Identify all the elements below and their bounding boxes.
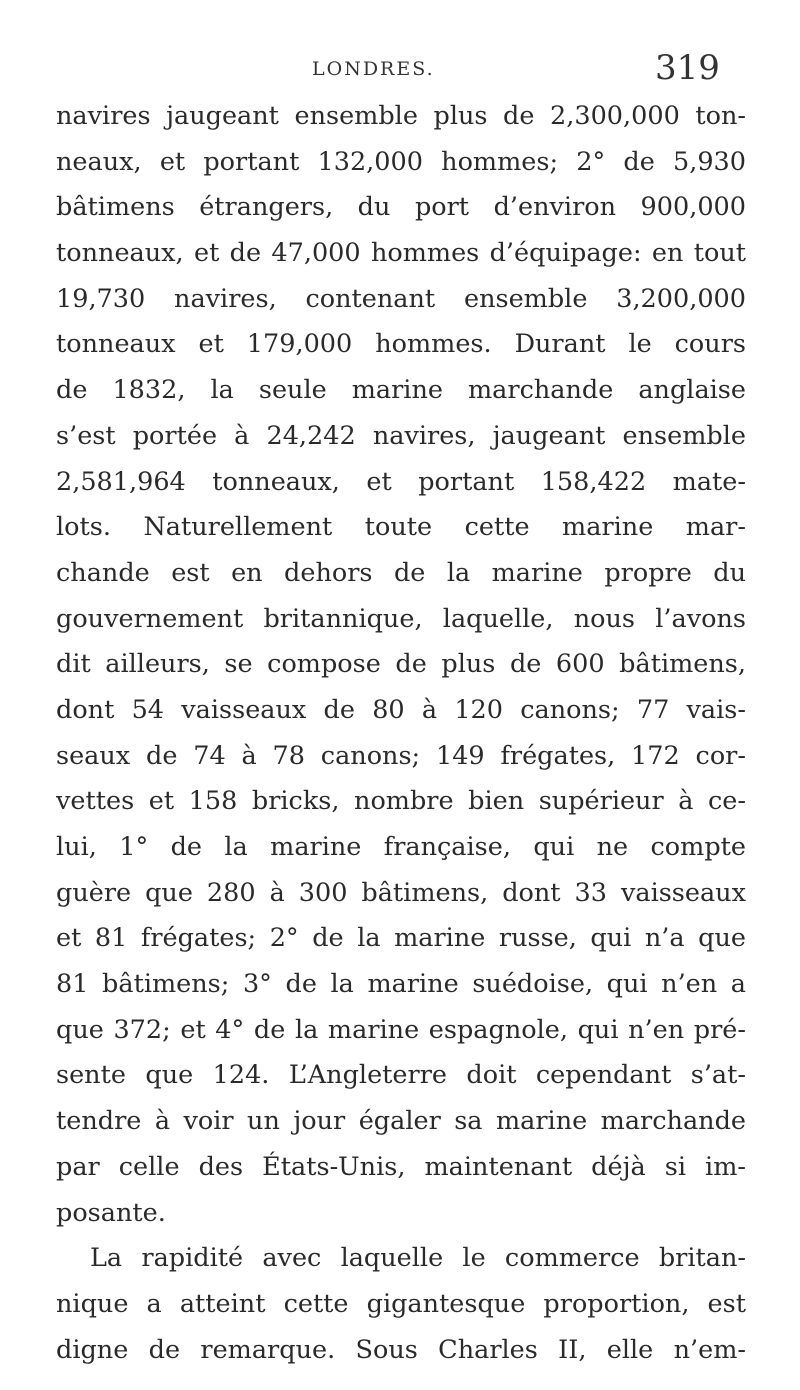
text-line: navires jaugeant ensemble plus de 2,300,000 ton-: [56, 101, 746, 131]
body-text: [56, 94, 746, 1373]
text-line: dit ailleurs, se compose de plus de 600 bâtimens,: [56, 649, 746, 680]
text-line: seaux de 74 à 78 canons; 149 frégates, 172 cor-: [56, 740, 746, 771]
text-line: chande est en dehors de la marine propre du: [56, 557, 746, 588]
text-line: guère que 280 à 300 bâtimens, dont 33 vaisseaux: [56, 877, 746, 908]
text-line: lui, 1° de la marine française, qui ne compte: [56, 832, 746, 862]
text-line: vettes et 158 bricks, nombre bien supérieur à ce-: [56, 786, 746, 817]
text-line: digne de remarque. Sous Charles II, elle n’em-: [56, 1334, 746, 1365]
text-line: de 1832, la seule marine marchande anglaise: [56, 375, 746, 406]
paragraph-start-line: La rapidité avec laquelle le commerce britan-: [90, 1243, 746, 1274]
text-line: bâtimens étrangers, du port d’environ 900,000: [56, 192, 746, 223]
text-line: tonneaux, et de 47,000 hommes d’équipage: en tout: [56, 238, 746, 269]
text-line: par celle des États-Unis, maintenant déjà si im-: [56, 1151, 746, 1182]
text-line: et 81 frégates; 2° de la marine russe, qui n’a que: [56, 923, 746, 954]
text-line: nique a atteint cette gigantesque proportion, est: [56, 1288, 746, 1319]
running-head: [0, 44, 800, 92]
text-line: 2,581,964 tonneaux, et portant 158,422 mate-: [56, 466, 746, 497]
text-line: tendre à voir un jour égaler sa marine marchande: [56, 1106, 746, 1137]
text-line: sente que 124. L’Angleterre doit cependant s’at-: [56, 1060, 746, 1091]
running-title: LONDRES.: [312, 58, 435, 80]
text-line: tonneaux et 179,000 hommes. Durant le cours: [56, 329, 746, 360]
text-line: gouvernement britannique, laquelle, nous l’avons: [56, 603, 746, 634]
text-line: 19,730 navires, contenant ensemble 3,200,000: [56, 283, 746, 314]
page-number: 319: [655, 48, 720, 88]
text-line: 81 bâtimens; 3° de la marine suédoise, qui n’en a: [56, 969, 746, 1000]
text-line: lots. Naturellement toute cette marine mar-: [56, 512, 746, 543]
paragraph-end-line: posante.: [56, 1197, 166, 1228]
text-line: s’est portée à 24,242 navires, jaugeant ensemble: [56, 420, 746, 451]
text-line: neaux, et portant 132,000 hommes; 2° de 5,930: [56, 146, 746, 177]
text-line: dont 54 vaisseaux de 80 à 120 canons; 77 vais-: [56, 694, 746, 725]
text-line: que 372; et 4° de la marine espagnole, qui n’en pré-: [56, 1014, 746, 1045]
